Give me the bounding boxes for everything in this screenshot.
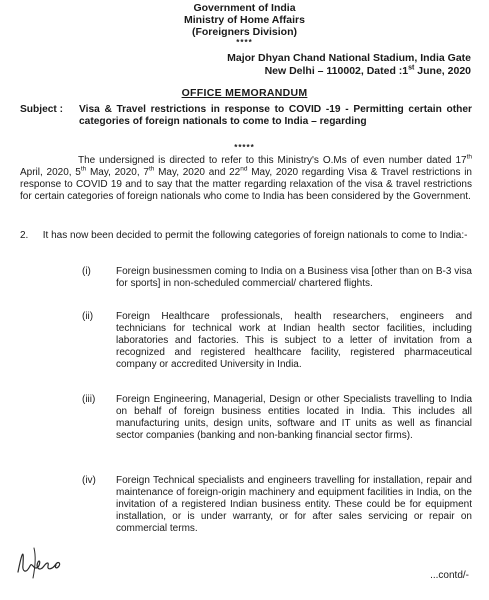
memo-title: OFFICE MEMORANDUM (181, 87, 308, 99)
list-item (20, 394, 472, 442)
subject-label: Subject : (20, 104, 64, 115)
list-item-text: Foreign Technical specialists and engineers travelling for installation, repair and maintenance of foreign-origin machinery and equipment facilities in India, on the invitation of a registered Indian business entity. These could be for equipment installation, or is under warranty, or for after sales servicing or repair on commercial terms. (116, 475, 472, 534)
letterhead-ministry: Ministry of Home Affairs (184, 14, 305, 26)
letterhead (0, 2, 489, 47)
list-item (20, 311, 472, 371)
list-item-numeral: (iii) (82, 394, 96, 405)
para1-text-a: The undersigned is directed to refer to this Ministry's O.Ms of even number dated 17 (78, 155, 467, 166)
paragraph-2-text: It has now been decided to permit the following categories of foreign nationals to come to India:- (42, 230, 468, 241)
para1-text-e: May, 2020 regarding Visa & Travel restrictions in response to COVID 19 and to say that the matter regarding relaxation of the visa & travel restrictions for certain categories of foreign nationals who come to India has been considered by the Government. (20, 167, 472, 202)
address-date-rest: June, 2020 (414, 65, 471, 77)
paragraph-1 (20, 155, 472, 203)
separator-stars: ***** (234, 143, 255, 152)
list-item-text: Foreign Healthcare professionals, health researchers, engineers and technicians for technical work at Indian health sector facilities, including laboratories and factories. This is subject to a letter of invitation from a recognized and registered healthcare facility, registered pharmaceutical company or accredited University in India. (116, 311, 472, 370)
paragraph-2 (20, 230, 472, 242)
address-block (227, 52, 471, 78)
list-item-text: Foreign businessmen coming to India on a Business visa [other than on B-3 visa for sports] in non-scheduled commercial/ chartered flights. (116, 266, 472, 289)
para1-sup-c: th (148, 165, 155, 173)
para1-text-b: April, 2020, 5 (20, 167, 81, 178)
list-item-text: Foreign Engineering, Managerial, Design or other Specialists travelling to India on behalf of foreign business entities located in India. This includes all manufacturing units, design units, software and IT units as well as financial sector companies (banking and non-banking financial sector firms). (116, 394, 472, 441)
list-item-numeral: (i) (82, 266, 91, 277)
subject-block (20, 104, 472, 128)
letterhead-stars: **** (236, 38, 253, 47)
signature-initials (14, 542, 84, 582)
para1-sup-d: nd (240, 165, 248, 173)
para1-sup-a: th (466, 153, 472, 161)
letterhead-division: (Foreigners Division) (191, 26, 297, 38)
date-ordinal: st (408, 64, 415, 72)
para1-sup-b: th (80, 165, 87, 173)
subject-text: Visa & Travel restrictions in response to COVID -19 - Permitting certain other categories of foreign nationals to come to India – regarding (79, 104, 472, 127)
letterhead-government: Government of India (193, 2, 296, 14)
para1-text-d: May, 2020 and 22 (154, 167, 241, 178)
list-item (20, 266, 472, 290)
list-item (20, 475, 472, 535)
address-city-date: New Delhi – 110002, Dated :1 (264, 65, 409, 77)
list-item-numeral: (ii) (82, 311, 94, 322)
address-line-2 (227, 65, 471, 78)
paragraph-number: 2. (20, 230, 29, 241)
para1-text-c: May, 2020, 7 (86, 167, 149, 178)
list-item-numeral: (iv) (82, 475, 96, 486)
continued-marker: ...contd/- (430, 570, 469, 581)
address-line-1: Major Dhyan Chand National Stadium, India Gate (227, 52, 471, 64)
